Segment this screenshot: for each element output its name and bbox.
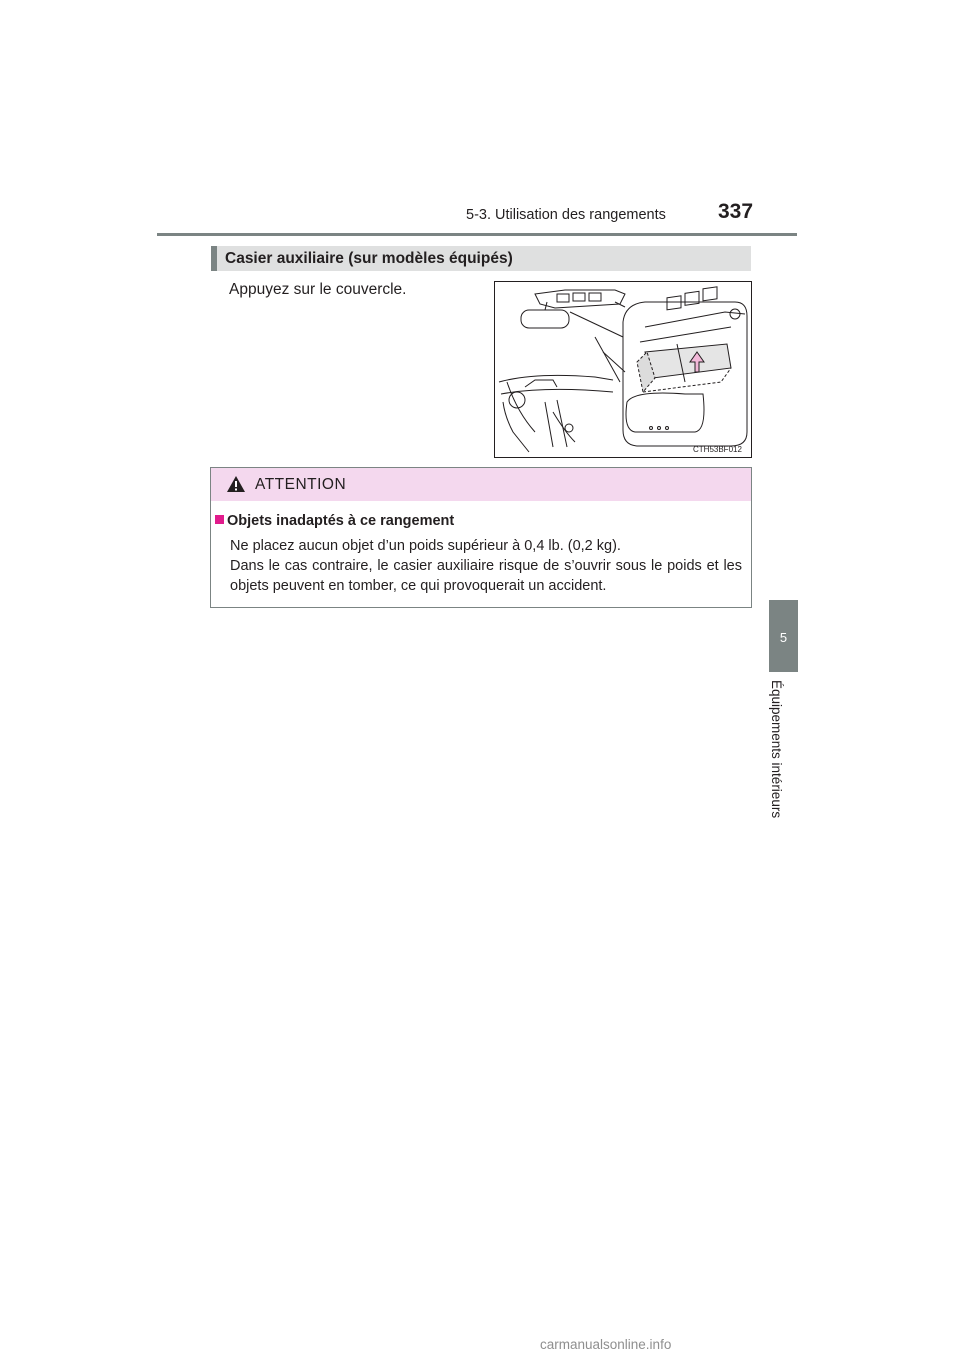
bullet-square-icon: [215, 515, 224, 524]
section-title: Casier auxiliaire (sur modèles équipés): [225, 250, 513, 267]
footer-watermark: carmanualsonline.info: [540, 1337, 672, 1352]
page-number: 337: [718, 200, 754, 223]
warning-triangle-icon: [226, 475, 246, 493]
section-heading-accent: [211, 246, 217, 271]
auxiliary-box-illustration: [494, 281, 752, 458]
chapter-tab-label: Équipements intérieurs: [769, 680, 784, 819]
warning-item-heading: [215, 513, 454, 529]
chapter-tab-number: 5: [779, 630, 788, 645]
warning-body-line: Dans le cas contraire, le casier auxiliaire risque de s’ouvrir sous le poids et les objets peuvent en tomber, ce qui provoquerait un accident.: [230, 558, 742, 594]
header-divider: [157, 233, 797, 236]
figure-code: CTH53BF012: [693, 445, 742, 454]
header-section-title: 5-3. Utilisation des rangements: [466, 207, 666, 223]
warning-body-line: Ne placez aucun objet d’un poids supérieur à 0,4 lb. (0,2 kg).: [230, 538, 621, 554]
car-interior-illustration: [495, 282, 751, 457]
warning-header: [211, 468, 751, 501]
instruction-text: Appuyez sur le couvercle.: [229, 281, 407, 298]
section-heading-bar: [211, 246, 751, 271]
chapter-tab: [769, 600, 798, 672]
warning-item-title: Objets inadaptés à ce rangement: [227, 513, 455, 529]
warning-box: [210, 467, 752, 608]
warning-body: [230, 536, 742, 596]
warning-title: ATTENTION: [255, 476, 347, 493]
